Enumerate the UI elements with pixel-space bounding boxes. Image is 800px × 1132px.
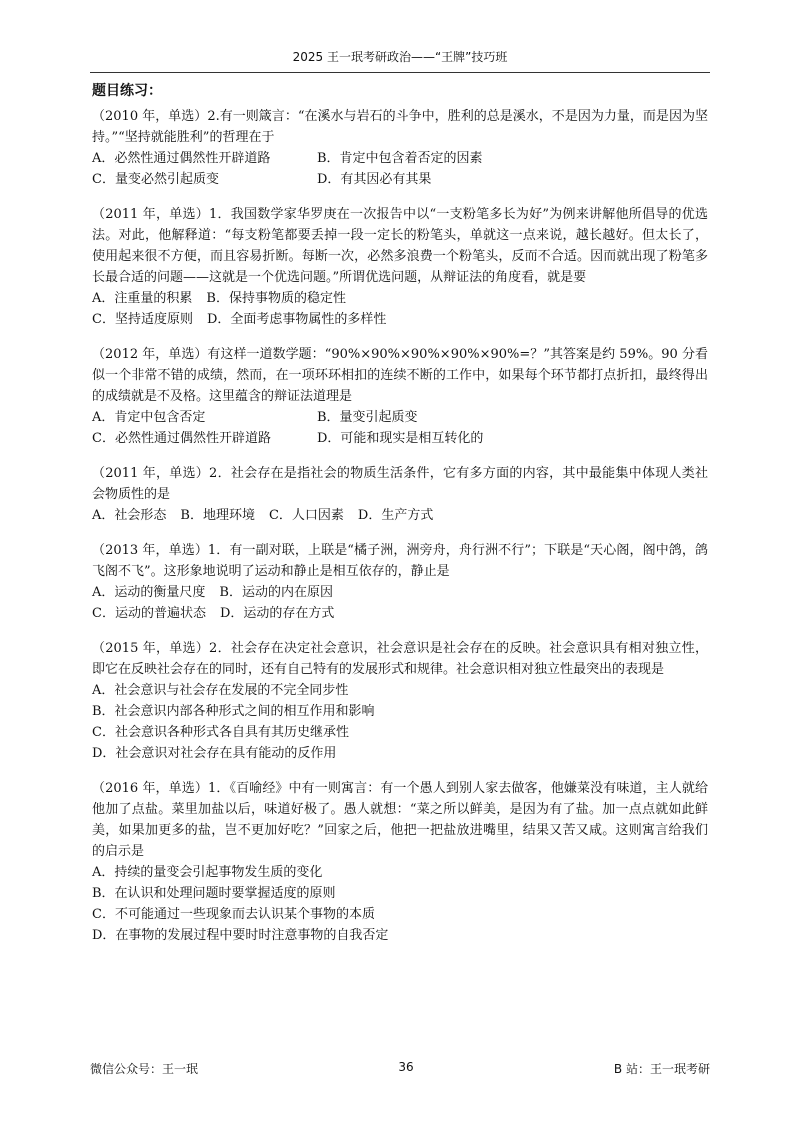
page-header xyxy=(90,48,710,73)
option-a: A．肯定中包含否定 xyxy=(92,410,206,425)
option-a: A．持续的量变会引起事物发生质的变化 xyxy=(92,865,323,880)
question-stem: （2011 年，单选）2．社会存在是指社会的物质生活条件，它有多方面的内容，其中最能集中体现人类社会物质性的是 xyxy=(92,466,708,502)
options-row xyxy=(92,428,708,449)
options-row xyxy=(92,309,708,330)
question-2011-2 xyxy=(92,463,708,526)
question-stem: （2012 年，单选）有这样一道数学题：“90%×90%×90%×90%×90%=？”其答案是约 59%。90 分看似一个非常不错的成绩，然而，在一项环环相扣的连续不断的工作中，如果每个环节都打点折扣，最终得出的成绩就是不及格。这里蕴含的辩证法道理是 xyxy=(92,347,708,404)
option-c: C．量变必然引起质变 xyxy=(92,172,219,187)
footer-wechat: 微信公众号：王一珉 xyxy=(90,1062,199,1076)
section-title: 题目练习： xyxy=(92,83,162,99)
page-footer xyxy=(90,1060,710,1077)
options-row xyxy=(92,603,708,624)
option-c: C．人口因素 xyxy=(268,508,344,523)
question-2012 xyxy=(92,344,708,449)
question-2013 xyxy=(92,540,708,624)
option-b: B．运动的内在原因 xyxy=(219,585,333,600)
option-d: D．可能和现实是相互转化的 xyxy=(317,431,484,446)
options-row xyxy=(92,505,708,526)
option-a: A．必然性通过偶然性开辟道路 xyxy=(92,151,271,166)
options-row xyxy=(92,582,708,603)
question-stem: （2015 年，单选）2．社会存在决定社会意识，社会意识是社会存在的反映。社会意识具有相对独立性，即它在反映社会存在的同时，还有自己特有的发展形式和规律。社会意识相对独立性最突出的表现是 xyxy=(92,641,708,677)
option-b: B．保持事物质的稳定性 xyxy=(206,291,346,306)
option-d: D．全面考虑事物属性的多样性 xyxy=(206,312,387,327)
option-a: A．社会形态 xyxy=(92,508,167,523)
question-stem: （2011 年，单选）1．我国数学家华罗庚在一次报告中以“一支粉笔多长为好”为例来讲解他所倡导的优选法。对此，他解释道：“每支粉笔都要丢掉一段一定长的粉笔头，单就这一点来说，越长越好。但太长了，使用起来很不方便，而且容易折断。每断一次，必然多浪费一个粉笔头，反而不合适。因而就出现了粉笔多长最合适的问题——这就是一个优选问题。”所谓优选问题，从辩证法的角度看，就是要 xyxy=(92,207,708,285)
question-2011-1 xyxy=(92,204,708,330)
options-row xyxy=(92,148,708,169)
option-d: D．社会意识对社会存在具有能动的反作用 xyxy=(92,746,337,761)
option-b: B．在认识和处理问题时要掌握适度的原则 xyxy=(92,886,336,901)
question-2010 xyxy=(92,106,708,190)
option-d: D．生产方式 xyxy=(357,508,434,523)
question-stem: （2010 年，单选）2.有一则箴言：“在溪水与岩石的斗争中，胜利的总是溪水，不是因为力量，而是因为坚持。”“坚持就能胜利”的哲理在于 xyxy=(92,109,708,145)
option-b: B．地理环境 xyxy=(180,508,255,523)
option-a: A．运动的衡量尺度 xyxy=(92,585,206,600)
options-row xyxy=(92,169,708,190)
option-a: A．社会意识与社会存在发展的不完全同步性 xyxy=(92,683,349,698)
option-c: C．必然性通过偶然性开辟道路 xyxy=(92,431,271,446)
footer-bilibili: B 站：王一珉考研 xyxy=(613,1062,710,1076)
question-2015 xyxy=(92,638,708,764)
option-c: C．坚持适度原则 xyxy=(92,312,193,327)
question-2016 xyxy=(92,778,708,946)
header-title: 2025 王一珉考研政治——“王牌”技巧班 xyxy=(292,50,508,64)
option-b: B．量变引起质变 xyxy=(317,410,418,425)
page-content xyxy=(92,78,708,960)
option-d: D．在事物的发展过程中要时时注意事物的自我否定 xyxy=(92,928,389,943)
option-c: C．运动的普遍状态 xyxy=(92,606,206,621)
option-d: D．有其因必有其果 xyxy=(317,172,432,187)
page-number: 36 xyxy=(398,1060,414,1074)
question-stem: （2013 年，单选）1．有一副对联，上联是“橘子洲，洲旁舟，舟行洲不行”；下联是“天心阁，阁中鸽，鸽飞阁不飞”。这形象地说明了运动和静止是相互依存的，静止是 xyxy=(92,543,708,579)
option-a: A．注重量的积累 xyxy=(92,291,193,306)
option-b: B．社会意识内部各种形式之间的相互作用和影响 xyxy=(92,704,375,719)
question-stem: （2016 年，单选）1．《百喻经》中有一则寓言：有一个愚人到别人家去做客，他嫌菜没有味道，主人就给他加了点盐。菜里加盐以后，味道好极了。愚人就想：“菜之所以鲜美，是因为有了盐。加一点点就如此鲜美，如果加更多的盐，岂不更加好吃？”回家之后，他把一把盐放进嘴里，结果又苦又咸。这则寓言给我们的启示是 xyxy=(92,781,708,859)
options-row xyxy=(92,407,708,428)
options-row xyxy=(92,288,708,309)
option-c: C．不可能通过一些现象而去认识某个事物的本质 xyxy=(92,907,375,922)
option-d: D．运动的存在方式 xyxy=(219,606,335,621)
option-c: C．社会意识各种形式各自具有其历史继承性 xyxy=(92,725,349,740)
option-b: B．肯定中包含着否定的因素 xyxy=(317,151,483,166)
